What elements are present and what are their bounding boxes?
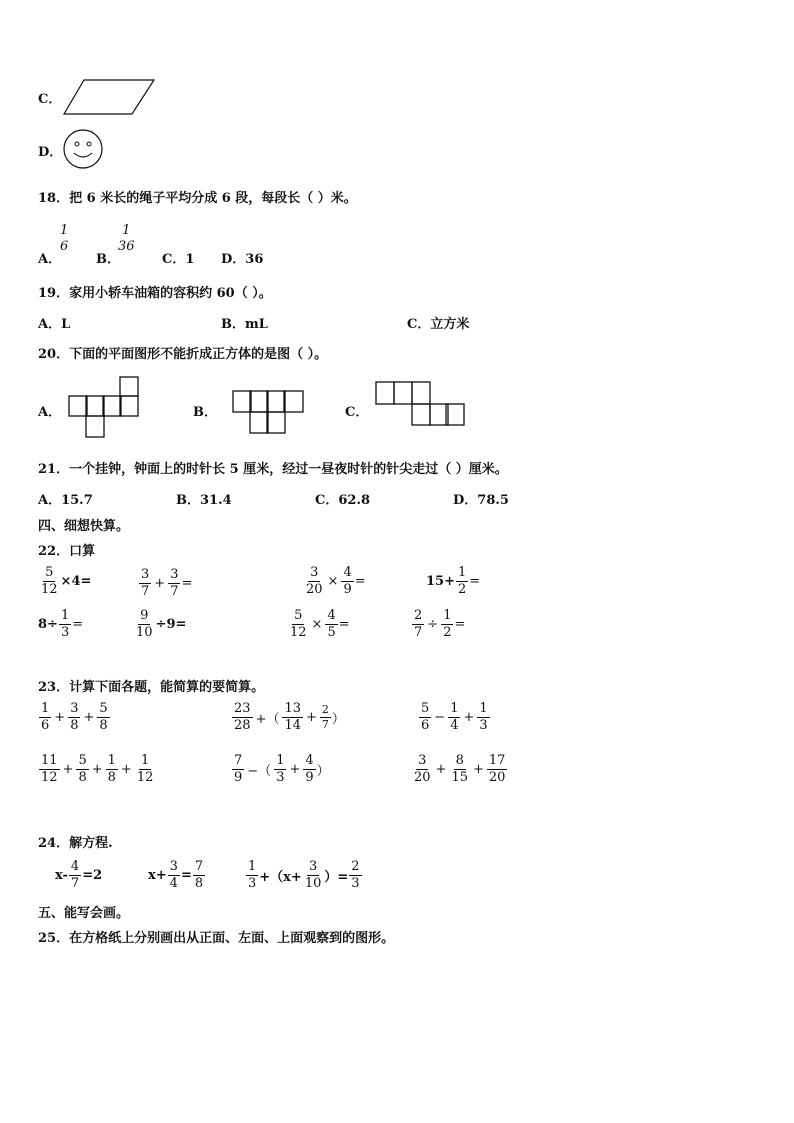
q18-option-b-label: B． (96, 252, 120, 267)
q20-option-b-label: B． (193, 405, 217, 420)
q21-option-a: A．15.7 (38, 493, 93, 508)
q20-question: 20．下面的平面图形不能折成正方体的是图（ ）。 (38, 347, 328, 362)
q20-option-c-label: C． (345, 405, 369, 420)
q23-question: 23．计算下面各题，能简算的要简算。 (38, 680, 265, 695)
cube-net-b-figure (232, 390, 306, 436)
parallelogram-figure (62, 78, 158, 118)
section-5-title: 五、能写会画。 (38, 906, 130, 921)
q23-expression-3: $\frac{5}{6}$ − $\frac{1}{4}$ + $\frac{1}{3}$ (421, 701, 488, 733)
q22-expression-1: $\frac{5}{12}$ ×4= (41, 565, 92, 597)
q20-option-a-label: A． (38, 405, 62, 420)
q24-equation-2: x+ $\frac{3}{4}$ = $\frac{7}{8}$ (148, 859, 204, 891)
q22-expression-8: $\frac{2}{7}$ ÷ $\frac{1}{2}$ = (414, 608, 466, 640)
q21-option-d: D．78.5 (453, 493, 509, 508)
q22-expression-7: $\frac{5}{12}$ × $\frac{4}{5}$ = (290, 608, 350, 640)
q21-question: 21．一个挂钟，钟面上的时针长 5 厘米，经过一昼夜时针的针尖走过（ ）厘米。 (38, 462, 508, 477)
q18-option-b-fraction: 1 36 (118, 223, 135, 254)
q24-equation-1: x- $\frac{4}{7}$ =2 (55, 859, 103, 891)
q19-question: 19．家用小轿车油箱的容积约 60（ ）。 (38, 286, 272, 301)
q23-expression-5: $\frac{7}{9}$ −（ $\frac{1}{3}$ + $\frac{4}{9}$ ） (234, 753, 330, 785)
q24-question: 24．解方程. (38, 836, 113, 851)
q22-expression-2: $\frac{3}{7}$ + $\frac{3}{7}$ = (141, 567, 193, 599)
q25-question: 25．在方格纸上分别画出从正面、左面、上面观察到的图形。 (38, 931, 395, 946)
q22-question: 22．口算 (38, 544, 96, 559)
q24-equation-3: $\frac{1}{3}$ +（x+ $\frac{3}{10}$ ）= $\frac{2}{3}$ (248, 859, 360, 891)
q22-expression-6: $\frac{9}{10}$ ÷9= (136, 608, 187, 640)
q22-expression-3: $\frac{3}{20}$ × $\frac{4}{9}$ = (306, 565, 366, 597)
q22-expression-4: 15+ $\frac{1}{2}$ = (426, 565, 481, 597)
cube-net-a-figure (68, 376, 142, 440)
q18-option-c: C．1 (162, 252, 195, 267)
q18-option-a-label: A． (38, 252, 62, 267)
cube-net-c-figure (375, 381, 467, 427)
q21-option-b: B．31.4 (176, 493, 232, 508)
q21-option-c: C．62.8 (315, 493, 371, 508)
q23-expression-4: $\frac{11}{12}$ + $\frac{5}{8}$ + $\frac{1}{8}$ + $\frac{1}{12}$ (41, 753, 154, 785)
q18-option-a-fraction: 1 6 (60, 223, 69, 254)
q23-expression-2: $\frac{23}{28}$ +（ $\frac{13}{14}$ + $\frac{2}{7}$ ） (234, 701, 345, 733)
smiley-face-icon (62, 128, 106, 172)
q19-option-b: B．mL (221, 317, 268, 332)
q17-option-d-label: D． (38, 145, 63, 160)
q17-option-c-label: C． (38, 92, 62, 107)
q18-question: 18．把 6 米长的绳子平均分成 6 段，每段长（ ）米。 (38, 191, 357, 206)
section-4-title: 四、细想快算。 (38, 519, 130, 534)
q23-expression-6: $\frac{3}{20}$ + $\frac{8}{15}$ + $\frac{17}{20}$ (414, 753, 506, 785)
q22-expression-5: 8÷ $\frac{1}{3}$ = (38, 608, 84, 640)
q19-option-c: C．立方米 (407, 317, 470, 332)
q19-option-a: A．L (38, 317, 71, 332)
q18-option-d: D．36 (221, 252, 264, 267)
q23-expression-1: $\frac{1}{6}$ + $\frac{3}{8}$ + $\frac{5}{8}$ (41, 701, 108, 733)
